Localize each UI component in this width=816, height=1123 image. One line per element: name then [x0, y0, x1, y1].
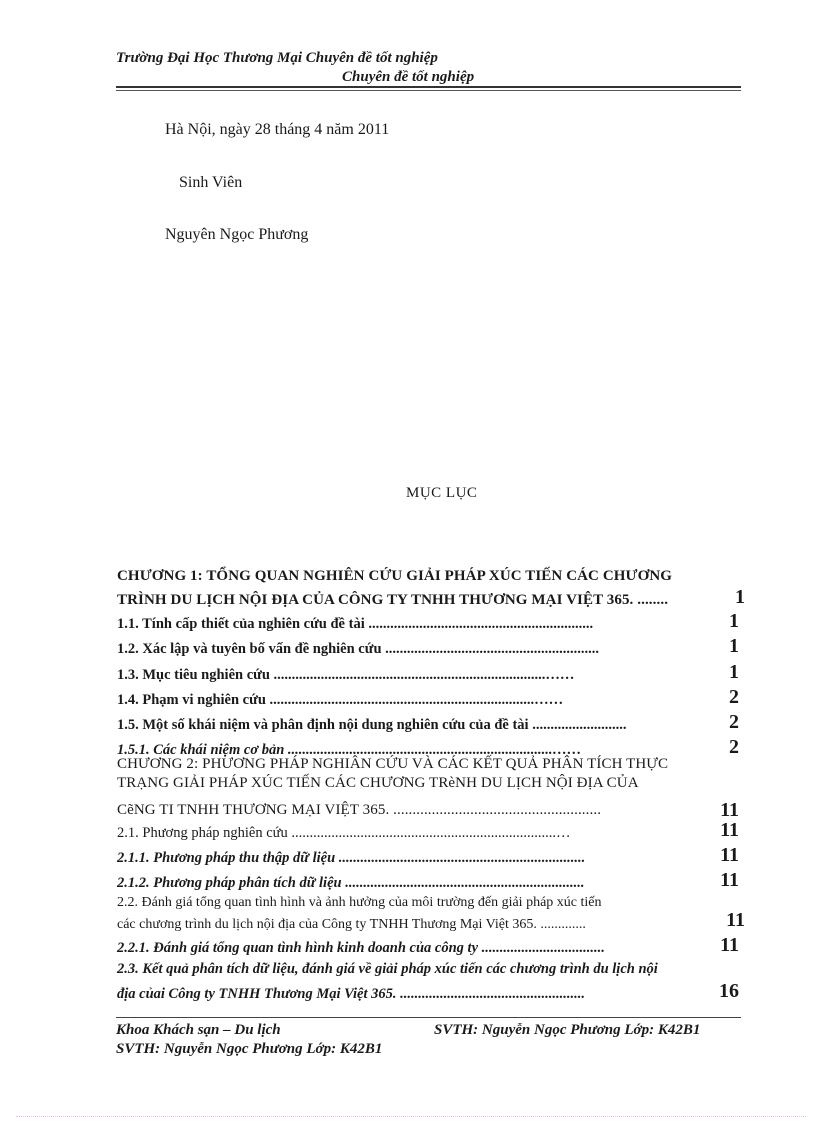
toc-entry-text: CẽNG TI TNHH THƯƠNG MẠI VIỆT 365. ...................................................... [117, 802, 602, 818]
toc-entry-1-3[interactable] [117, 661, 739, 685]
toc-entry-chapter-2[interactable] [117, 755, 739, 820]
header-line-2: Chuyên đề tốt nghiệp [342, 69, 475, 85]
header-rule-thin [116, 90, 741, 91]
toc-page-number: 16 [719, 980, 739, 1002]
toc-page-number: 1 [729, 635, 739, 657]
toc-page-number: 11 [720, 799, 739, 821]
toc-entry-text: 1.5.1. Các khái niệm cơ bản .........................................................................…… [117, 742, 582, 758]
signature-role: Sinh Viên [179, 174, 243, 191]
footer-department: Khoa Khách sạn – Du lịch [116, 1022, 281, 1038]
toc-entry-text: địa củai Công ty TNHH Thương Mại Việt 365. ................................................... [117, 986, 586, 1002]
footer-student-info-repeat: SVTH: Nguyễn Ngọc Phương Lớp: K42B1 [116, 1041, 383, 1057]
toc-title: MỤC LỤC [406, 485, 478, 501]
toc-entry-text: 2.1.2. Phương pháp phân tích dữ liệu .................................................................. [117, 875, 585, 891]
toc-page-number: 2 [729, 736, 739, 758]
toc-page-number: 11 [720, 844, 739, 866]
toc-entry-text: 2.1.1. Phương pháp thu thập dữ liệu .................................................................... [117, 850, 586, 866]
toc-entry-text: CHƯƠNG 1: TỔNG QUAN NGHIÊN CỨU GIẢI PHÁP XÚC TIẾN CÁC CHƯƠNG [117, 568, 673, 584]
toc-entry-chapter-1[interactable] [117, 567, 745, 610]
signature-name: Nguyên Ngọc Phương [165, 226, 309, 243]
toc-page-number: 11 [720, 819, 739, 841]
toc-page-number: 2 [729, 711, 739, 733]
header-line-1: Trường Đại Học Thương Mại Chuyên đề tốt nghiệp [116, 50, 438, 66]
toc-entry-2-1-2[interactable] [117, 869, 739, 893]
toc-entry-1-4[interactable] [117, 686, 739, 710]
toc-entry-2-1-1[interactable] [117, 844, 739, 868]
toc-entry-2-3[interactable] [117, 960, 739, 1004]
header-rule-thick [116, 86, 741, 88]
toc-entry-text: CHƯƠNG 2: PHƯƠNG PHÁP NGHIÂN CỨU VÀ CÁC KẾT QUẢ PHÂN TÍCH THỰC [117, 756, 669, 772]
toc-entry-text: 1.5. Một số khái niệm và phân định nội dung nghiên cứu của đề tài .......................... [117, 717, 627, 733]
toc-entry-text: TRẠNG GIẢI PHÁP XÚC TIẾN CÁC CHƯƠNG TRèNH DU LỊCH NỘI ĐỊA CỦA [117, 775, 639, 791]
toc-entry-text: 2.1. Phương pháp nghiên cứu .........................................................................… [117, 825, 571, 841]
toc-entry-text: 1.2. Xác lập và tuyên bố vấn đề nghiên cứu ........................................................... [117, 641, 600, 657]
footer-student-info: SVTH: Nguyễn Ngọc Phương Lớp: K42B1 [434, 1022, 701, 1038]
page-boundary-marker [16, 1116, 806, 1117]
toc-entry-text: 1.4. Phạm vi nghiên cứu .........................................................................…… [117, 692, 564, 708]
toc-entry-text: 2.3. Kết quả phân tích dữ liệu, đánh giá về giải pháp xúc tiến các chương trình du lịch nội [117, 961, 658, 977]
toc-entry-2-2-1[interactable] [117, 934, 739, 958]
toc-page-number: 2 [729, 686, 739, 708]
toc-entry-text: 1.1. Tính cấp thiết của nghiên cứu đề tài .............................................................. [117, 616, 594, 632]
toc-entry-text: các chương trình du lịch nội địa của Công ty TNHH Thương Mại Việt 365. ............. [117, 917, 586, 932]
toc-entry-text: 2.2. Đánh giá tổng quan tình hình và ảnh hưởng của môi trường đến giải pháp xúc tiến [117, 895, 602, 910]
toc-entry-2-2[interactable] [117, 893, 745, 934]
toc-page-number: 11 [720, 934, 739, 956]
toc-entry-2-1[interactable] [117, 819, 739, 843]
toc-entry-text: TRÌNH DU LỊCH NỘI ĐỊA CỦA CÔNG TY TNHH THƯƠNG MẠI VIỆT 365. ........ [117, 592, 669, 608]
toc-entry-1-2[interactable] [117, 635, 739, 659]
toc-entry-text: 2.2.1. Đánh giá tổng quan tình hình kinh doanh của công ty .................................. [117, 940, 605, 956]
toc-entry-1-5[interactable] [117, 711, 739, 735]
footer-rule [116, 1017, 741, 1018]
signature-date: Hà Nội, ngày 28 tháng 4 năm 2011 [165, 121, 390, 138]
toc-page-number: 1 [729, 610, 739, 632]
toc-entry-text: 1.3. Mục tiêu nghiên cứu ...........................................................................…… [117, 667, 575, 683]
toc-entry-1-1[interactable] [117, 610, 739, 634]
toc-page-number: 11 [726, 909, 745, 931]
toc-page-number: 1 [735, 586, 745, 608]
toc-page-number: 1 [729, 661, 739, 683]
toc-page-number: 11 [720, 869, 739, 891]
